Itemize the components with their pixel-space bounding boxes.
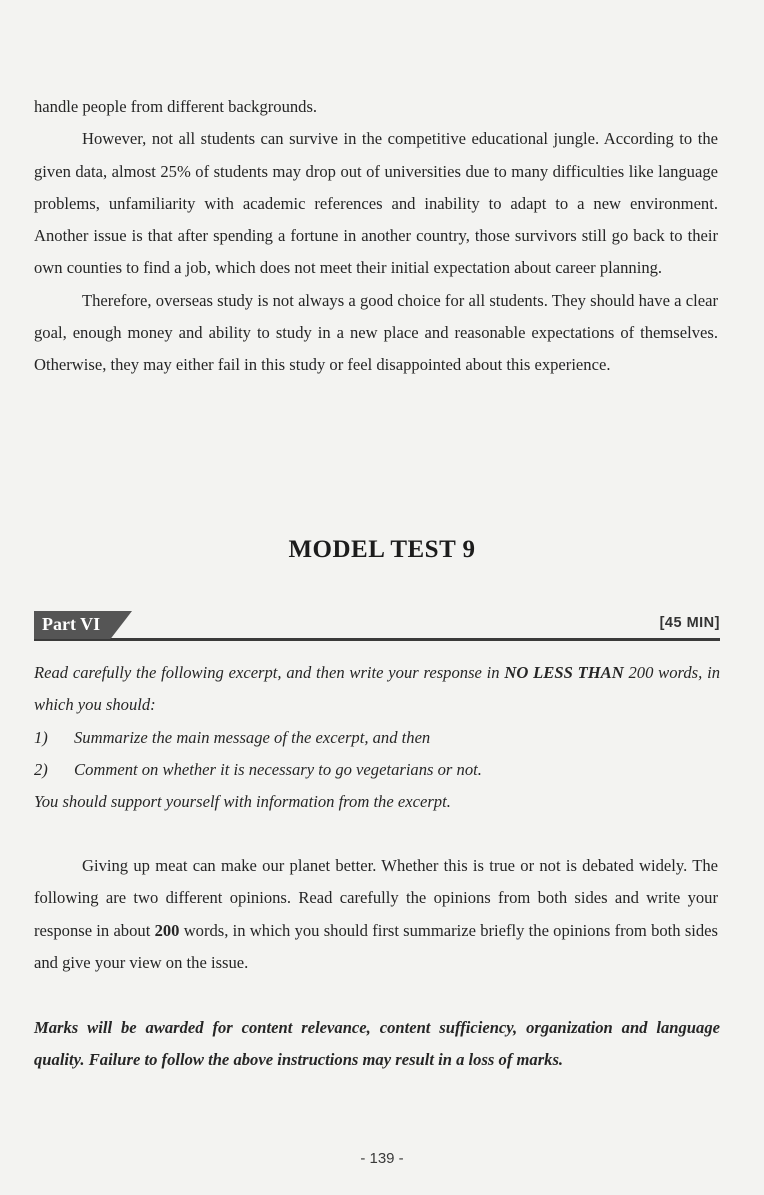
instruction-intro xyxy=(34,657,720,722)
page-number: - 139 - xyxy=(360,1150,404,1167)
part-header xyxy=(34,611,720,641)
essay-paragraph-1: handle people from different backgrounds. xyxy=(34,97,318,116)
passage-text-end: words, in which you should first summarize briefly the opinions from both sides and give your view on the issue. xyxy=(34,920,719,972)
time-limit: [45 MIN] xyxy=(659,615,720,631)
word-count: 200 xyxy=(154,920,180,940)
item-number: 1) xyxy=(34,727,48,747)
instruction-emphasis: NO LESS THAN xyxy=(504,663,624,682)
marking-note-text: Marks will be awarded for content relevance, content sufficiency, organization and language quality. Failure to follow the above instructions may result in a loss of marks. xyxy=(34,1018,720,1070)
item-number: 2) xyxy=(34,759,48,779)
model-test-title: MODEL TEST 9 xyxy=(288,536,476,563)
part-divider-line xyxy=(34,638,720,641)
instruction-item-2 xyxy=(34,754,720,786)
writing-instructions xyxy=(34,657,720,818)
item-text: Comment on whether it is necessary to go vegetarians or not. xyxy=(74,759,482,779)
instruction-item-1 xyxy=(34,722,720,754)
marking-note xyxy=(34,1012,720,1077)
passage-text: Giving up meat can make our planet better. Whether this is true or not is debated widely. The following are two different opinions. Read carefully the opinions from both sides and write your response in about xyxy=(34,856,718,940)
essay-paragraph-2: However, not all students can survive in the competitive educational jungle. According to the given data, almost 25% of students may drop out of universities due to many difficulties like language problems, unfamiliarity with academic references and inability to adapt to a new environment. Another issue is that after spending a fortune in another country, those survivors still go back to their own counties to find a job, which does not meet their initial expectation about career planning. xyxy=(34,129,718,278)
essay-paragraph-3: Therefore, overseas study is not always a good choice for all students. They should have a clear goal, enough money and ability to study in a new place and reasonable expectations of themselves. Otherwise, they may either fail in this study or feel disappointed about this experience. xyxy=(34,290,718,375)
task-passage xyxy=(34,850,718,979)
essay-continuation xyxy=(34,91,718,382)
item-text: Summarize the main message of the excerpt, and then xyxy=(74,727,431,747)
instruction-text: Read carefully the following excerpt, and then write your response in xyxy=(34,663,505,682)
instruction-support: You should support yourself with information from the excerpt. xyxy=(34,792,451,812)
task-paragraph xyxy=(34,850,718,979)
part-label: Part VI xyxy=(42,614,101,634)
instruction-text-end: 200 words, in which you should: xyxy=(34,663,720,715)
